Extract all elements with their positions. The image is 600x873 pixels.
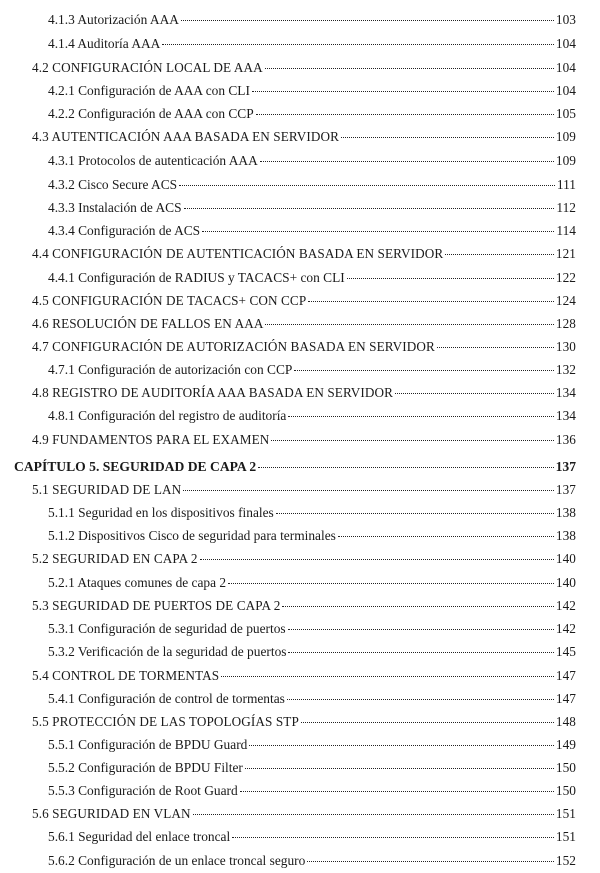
toc-entry-title: 5.6.1 Seguridad del enlace troncal — [48, 829, 231, 844]
toc-subsection[interactable] — [48, 36, 576, 52]
dot-leader — [200, 559, 554, 560]
toc-subsection[interactable] — [48, 83, 576, 99]
toc-entry-page: 134 — [555, 408, 576, 423]
toc-subsection[interactable] — [48, 853, 576, 869]
toc-entry-page: 132 — [555, 362, 576, 377]
toc-entry-title: 4.4.1 Configuración de RADIUS y TACACS+ con CLI — [48, 270, 345, 285]
toc-entry-page: 130 — [555, 339, 576, 354]
toc-entry-page: 124 — [555, 293, 576, 308]
toc-subsection[interactable] — [48, 528, 576, 544]
toc-subsection[interactable] — [48, 691, 576, 707]
toc-entry-page: 136 — [555, 432, 576, 447]
toc-subsection[interactable] — [48, 644, 576, 660]
toc-entry-page: 104 — [555, 83, 576, 98]
dot-leader — [271, 440, 554, 441]
toc-section[interactable] — [32, 60, 576, 76]
toc-entry-page: 109 — [555, 129, 576, 144]
toc-entry-page: 152 — [555, 853, 576, 868]
toc-entry-page: 142 — [555, 598, 576, 613]
toc-entry-title: 5.1.1 Seguridad en los dispositivos finales — [48, 505, 274, 520]
toc-section[interactable] — [32, 385, 576, 401]
toc-subsection[interactable] — [48, 12, 576, 28]
dot-leader — [308, 301, 554, 302]
toc-entry-title: 5.4.1 Configuración de control de tormentas — [48, 691, 285, 706]
toc-entry-page: 128 — [555, 316, 576, 331]
toc-entry-title: 4.7 CONFIGURACIÓN DE AUTORIZACIÓN BASADA EN SERVIDOR — [32, 339, 435, 354]
toc-entry-page: 112 — [556, 200, 576, 215]
toc-section[interactable] — [32, 339, 576, 355]
dot-leader — [265, 68, 554, 69]
toc-chapter[interactable] — [14, 459, 576, 475]
toc-subsection[interactable] — [48, 760, 576, 776]
toc-entry-title: 4.3.1 Protocolos de autenticación AAA — [48, 153, 258, 168]
toc-section[interactable] — [32, 129, 576, 145]
toc-entry-page: 145 — [555, 644, 576, 659]
toc-entry-page: 137 — [555, 482, 576, 497]
toc-entry-page: 150 — [555, 783, 576, 798]
toc-entry-title: 5.6 SEGURIDAD EN VLAN — [32, 806, 191, 821]
dot-leader — [193, 814, 554, 815]
toc-entry-page: 151 — [555, 806, 576, 821]
dot-leader — [258, 467, 553, 468]
dot-leader — [202, 231, 554, 232]
dot-leader — [249, 745, 554, 746]
dot-leader — [232, 837, 554, 838]
toc-entry-title: 4.3.3 Instalación de ACS — [48, 200, 182, 215]
dot-leader — [288, 416, 554, 417]
toc-entry-page: 111 — [556, 177, 576, 192]
toc-entry-page: 122 — [555, 270, 576, 285]
dot-leader — [221, 676, 554, 677]
toc-entry-page: 147 — [555, 691, 576, 706]
toc-entry-title: 5.4 CONTROL DE TORMENTAS — [32, 668, 220, 683]
dot-leader — [245, 768, 554, 769]
toc-subsection[interactable] — [48, 829, 576, 845]
toc-section[interactable] — [32, 714, 576, 730]
toc-entry-title: 5.3 SEGURIDAD DE PUERTOS DE CAPA 2 — [32, 598, 281, 613]
dot-leader — [341, 137, 554, 138]
toc-section[interactable] — [32, 482, 576, 498]
toc-entry-page: 140 — [555, 575, 576, 590]
toc-subsection[interactable] — [48, 505, 576, 521]
toc-entry-title: CAPÍTULO 5. SEGURIDAD DE CAPA 2 — [14, 459, 257, 474]
toc-entry-title: 4.8 REGISTRO DE AUDITORÍA AAA BASADA EN SERVIDOR — [32, 385, 394, 400]
dot-leader — [395, 393, 554, 394]
toc-entry-title: 5.5.1 Configuración de BPDU Guard — [48, 737, 248, 752]
toc-entry-page: 134 — [555, 385, 576, 400]
toc-entry-title: 4.3 AUTENTICACIÓN AAA BASADA EN SERVIDOR — [32, 129, 339, 144]
toc-entry-page: 105 — [555, 106, 576, 121]
dot-leader — [240, 791, 554, 792]
toc-entry-title: 5.5 PROTECCIÓN DE LAS TOPOLOGÍAS STP — [32, 714, 299, 729]
toc-section[interactable] — [32, 432, 576, 448]
toc-entry-title: 4.7.1 Configuración de autorización con CCP — [48, 362, 293, 377]
toc-entry-title: 5.5.2 Configuración de BPDU Filter — [48, 760, 243, 775]
toc-subsection[interactable] — [48, 621, 576, 637]
dot-leader — [301, 722, 554, 723]
toc-entry-title: 5.3.1 Configuración de seguridad de puertos — [48, 621, 286, 636]
toc-entry-title: 4.4 CONFIGURACIÓN DE AUTENTICACIÓN BASADA EN SERVIDOR — [32, 246, 444, 261]
dot-leader — [282, 606, 553, 607]
toc-section[interactable] — [32, 668, 576, 684]
dot-leader — [276, 513, 554, 514]
dot-leader — [288, 652, 553, 653]
dot-leader — [307, 861, 554, 862]
toc-subsection[interactable] — [48, 106, 576, 122]
toc-entry-title: 4.3.4 Configuración de ACS — [48, 223, 201, 238]
toc-entry-title: 4.2.2 Configuración de AAA con CCP — [48, 106, 254, 121]
dot-leader — [287, 699, 554, 700]
toc-section[interactable] — [32, 293, 576, 309]
dot-leader — [260, 161, 554, 162]
dot-leader — [445, 254, 554, 255]
toc-entry-page: 138 — [555, 528, 576, 543]
dot-leader — [252, 91, 554, 92]
dot-leader — [288, 629, 554, 630]
toc-section[interactable] — [32, 316, 576, 332]
toc-entry-title: 4.3.2 Cisco Secure ACS — [48, 177, 178, 192]
toc-entry-page: 147 — [555, 668, 576, 683]
toc-subsection[interactable] — [48, 737, 576, 753]
toc-subsection[interactable] — [48, 408, 576, 424]
toc-section[interactable] — [32, 551, 576, 567]
toc-subsection[interactable] — [48, 783, 576, 799]
toc-subsection[interactable] — [48, 200, 576, 216]
toc-entry-title: 5.2.1 Ataques comunes de capa 2 — [48, 575, 227, 590]
dot-leader — [256, 114, 554, 115]
toc-entry-title: 4.6 RESOLUCIÓN DE FALLOS EN AAA — [32, 316, 264, 331]
toc-subsection[interactable] — [48, 177, 576, 193]
toc-entry-title: 4.2 CONFIGURACIÓN LOCAL DE AAA — [32, 60, 263, 75]
toc-entry-page: 142 — [555, 621, 576, 636]
toc-entry-title: 4.1.3 Autorización AAA — [48, 12, 179, 27]
toc-entry-page: 138 — [555, 505, 576, 520]
toc-entry-page: 114 — [556, 223, 576, 238]
toc-entry-page: 137 — [555, 459, 576, 474]
dot-leader — [228, 583, 554, 584]
toc-entry-title: 5.5.3 Configuración de Root Guard — [48, 783, 238, 798]
toc-entry-page: 109 — [555, 153, 576, 168]
dot-leader — [437, 347, 554, 348]
toc-section[interactable] — [32, 806, 576, 822]
toc-entry-title: 4.2.1 Configuración de AAA con CLI — [48, 83, 250, 98]
toc-entry-title: 5.2 SEGURIDAD EN CAPA 2 — [32, 551, 198, 566]
toc-entry-page: 150 — [555, 760, 576, 775]
toc-entry-title: 5.6.2 Configuración de un enlace troncal seguro — [48, 853, 306, 868]
toc-entry-title: 4.1.4 Auditoría AAA — [48, 36, 161, 51]
toc-entry-title: 5.1 SEGURIDAD DE LAN — [32, 482, 182, 497]
toc-entry-title: 5.3.2 Verificación de la seguridad de puertos — [48, 644, 287, 659]
dot-leader — [181, 20, 554, 21]
toc-subsection[interactable] — [48, 575, 576, 591]
dot-leader — [184, 208, 555, 209]
toc-section[interactable] — [32, 598, 576, 614]
toc-entry-page: 148 — [555, 714, 576, 729]
toc-entry-title: 4.5 CONFIGURACIÓN DE TACACS+ CON CCP — [32, 293, 307, 308]
dot-leader — [347, 278, 554, 279]
toc-entry-page: 151 — [555, 829, 576, 844]
toc-entry-page: 104 — [555, 60, 576, 75]
toc-section[interactable] — [32, 246, 576, 262]
toc-entry-page: 104 — [555, 36, 576, 51]
toc-entry-title: 5.1.2 Dispositivos Cisco de seguridad para terminales — [48, 528, 336, 543]
dot-leader — [294, 370, 554, 371]
toc-entry-page: 121 — [555, 246, 576, 261]
dot-leader — [162, 44, 554, 45]
toc-subsection[interactable] — [48, 270, 576, 286]
toc-entry-title: 4.8.1 Configuración del registro de auditoría — [48, 408, 287, 423]
toc-subsection[interactable] — [48, 223, 576, 239]
toc-subsection[interactable] — [48, 153, 576, 169]
toc-entry-page: 149 — [555, 737, 576, 752]
toc-entry-title: 4.9 FUNDAMENTOS PARA EL EXAMEN — [32, 432, 270, 447]
toc-entry-page: 103 — [555, 12, 576, 27]
dot-leader — [338, 536, 554, 537]
dot-leader — [183, 490, 554, 491]
dot-leader — [179, 185, 555, 186]
toc-entry-page: 140 — [555, 551, 576, 566]
toc-subsection[interactable] — [48, 362, 576, 378]
dot-leader — [265, 324, 553, 325]
